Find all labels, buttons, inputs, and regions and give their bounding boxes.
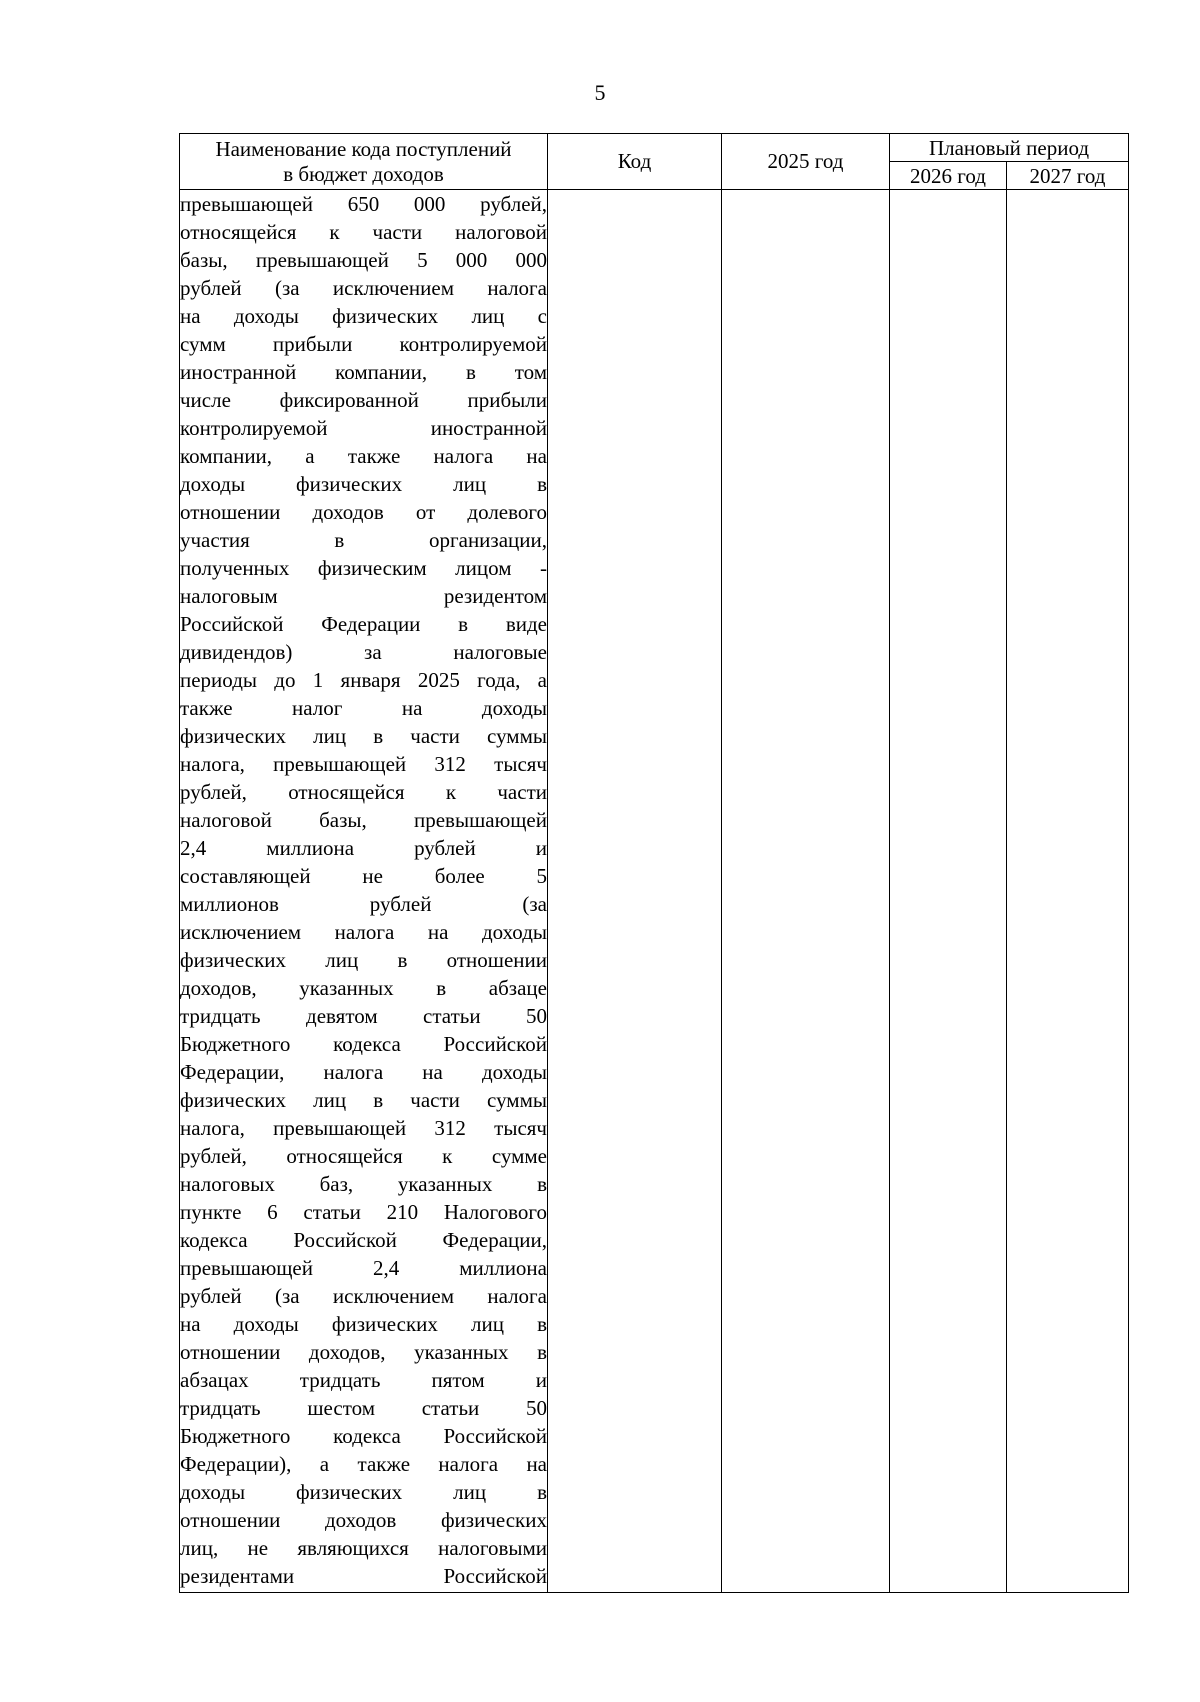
revenue-name-line: доходы физических лиц в [180, 472, 547, 496]
revenue-name-line: налоговых баз, указанных в [180, 1172, 547, 1196]
header-planning-period: Плановый период [890, 134, 1129, 162]
revenue-name-line: Бюджетного кодекса Российской [180, 1424, 547, 1448]
revenue-name-line: миллионов рублей (за [180, 892, 547, 916]
revenue-name-line: превышающей 650 000 рублей, [180, 192, 547, 216]
revenue-name-line: тридцать девятом статьи 50 [180, 1004, 547, 1028]
page-number: 5 [594, 80, 606, 105]
revenue-name-line: абзацах тридцать пятом и [180, 1368, 547, 1392]
revenue-name-cell [180, 190, 548, 1593]
revenue-name-line: доходы физических лиц в [180, 1480, 547, 1504]
revenue-name-line: 2,4 миллиона рублей и [180, 836, 547, 860]
revenue-name-line: рублей (за исключением налога [180, 276, 547, 300]
value-2027-cell [1007, 190, 1129, 1593]
header-year-2025: 2025 год [722, 134, 890, 190]
revenue-name-line: Бюджетного кодекса Российской [180, 1032, 547, 1056]
revenue-name-line: контролируемой иностранной [180, 416, 547, 440]
header-code: Код [548, 134, 722, 190]
revenue-name-line: компании, а также налога на [180, 444, 547, 468]
revenue-name-line: рублей (за исключением налога [180, 1284, 547, 1308]
revenue-name-line: доходов, указанных в абзаце [180, 976, 547, 1000]
revenue-name-line: также налог на доходы [180, 696, 547, 720]
header-year-2027: 2027 год [1007, 162, 1129, 190]
revenue-name-line: налога, превышающей 312 тысяч [180, 1116, 547, 1140]
revenue-name-line: Федерации), а также налога на [180, 1452, 547, 1476]
revenue-name-line: периоды до 1 января 2025 года, а [180, 668, 547, 692]
revenue-table [179, 133, 1129, 1593]
revenue-name-line: на доходы физических лиц с [180, 304, 547, 328]
revenue-name-line: отношении доходов физических [180, 1508, 547, 1532]
code-cell [548, 190, 722, 1593]
revenue-name-line: полученных физическим лицом - [180, 556, 547, 580]
revenue-name-line: составляющей не более 5 [180, 864, 547, 888]
revenue-name-line: на доходы физических лиц в [180, 1312, 547, 1336]
revenue-name-line: сумм прибыли контролируемой [180, 332, 547, 356]
header-year-2026: 2026 год [890, 162, 1007, 190]
revenue-name-line: исключением налога на доходы [180, 920, 547, 944]
revenue-name-line: отношении доходов от долевого [180, 500, 547, 524]
table-header-row [180, 134, 1129, 162]
value-2025-cell [722, 190, 890, 1593]
revenue-name-line: Федерации, налога на доходы [180, 1060, 547, 1084]
revenue-name-line: отношении доходов, указанных в [180, 1340, 547, 1364]
header-name-line: Наименование кода поступлений [215, 136, 512, 161]
revenue-name-line: лиц, не являющихся налоговыми [180, 1536, 547, 1560]
revenue-name-line: рублей, относящейся к сумме [180, 1144, 547, 1168]
revenue-name-line: Российской Федерации в виде [180, 612, 547, 636]
header-revenue-code-name [180, 134, 548, 190]
revenue-name-line: относящейся к части налоговой [180, 220, 547, 244]
header-name-line: в бюджет доходов [283, 161, 444, 186]
revenue-name-line: рублей, относящейся к части [180, 780, 547, 804]
revenue-name-line: налоговой базы, превышающей [180, 808, 547, 832]
revenue-name-line: пункте 6 статьи 210 Налогового [180, 1200, 547, 1224]
revenue-name-line: физических лиц в отношении [180, 948, 547, 972]
revenue-name-line: тридцать шестом статьи 50 [180, 1396, 547, 1420]
revenue-name-line: физических лиц в части суммы [180, 1088, 547, 1112]
revenue-name-line: превышающей 2,4 миллиона [180, 1256, 547, 1280]
revenue-name-line: налога, превышающей 312 тысяч [180, 752, 547, 776]
value-2026-cell [890, 190, 1007, 1593]
revenue-name-line: резидентами Российской [180, 1564, 547, 1588]
revenue-name-line: налоговым резидентом [180, 584, 547, 608]
revenue-name-line: участия в организации, [180, 528, 547, 552]
revenue-name-line: дивидендов) за налоговые [180, 640, 547, 664]
revenue-name-line: базы, превышающей 5 000 000 [180, 248, 547, 272]
revenue-name-line: иностранной компании, в том [180, 360, 547, 384]
revenue-name-line: физических лиц в части суммы [180, 724, 547, 748]
table-row [180, 190, 1129, 1593]
revenue-name-line: кодекса Российской Федерации, [180, 1228, 547, 1252]
revenue-name-line: числе фиксированной прибыли [180, 388, 547, 412]
